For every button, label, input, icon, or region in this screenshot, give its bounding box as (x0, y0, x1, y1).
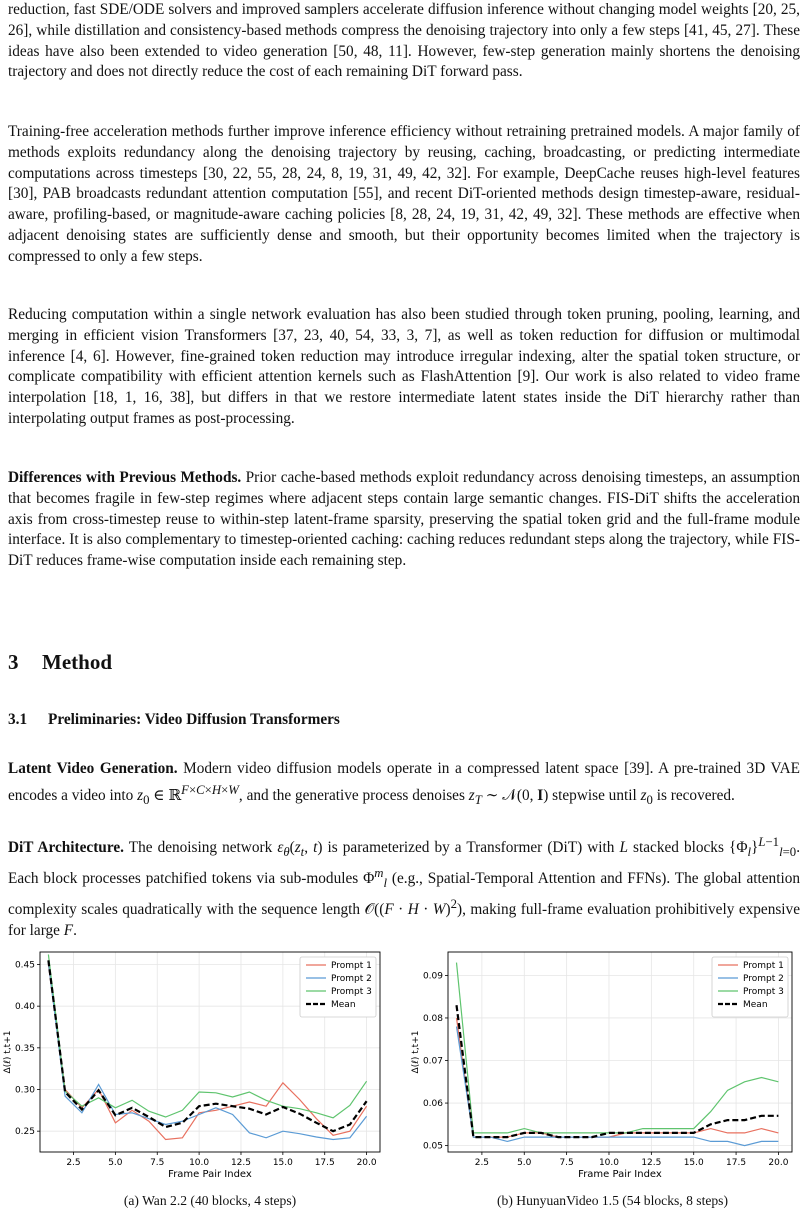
y-tick-label: 0.35 (14, 1043, 35, 1054)
text-run: stepwise until (552, 786, 637, 804)
figure-caption-a: (a) Wan 2.2 (40 blocks, 4 steps) (123, 1193, 297, 1208)
legend-label: Mean (331, 1000, 356, 1010)
paragraph-text: Training-free acceleration methods further improve inference efficiency without retraining pretrained models. A major family of methods exploits redundancy along the denoising trajectory by reusing, caching, broadcasting, or predicting intermediate computations across timesteps [30, 22, 55, 28, 24, 8, 19, 31, 49, 42, 32]. For example, DeepCache reuses high-level features [30], PAB broadcasts redundant attention computation [55], and recent DiT-oriented methods design timestep-aware, residual-aware, profiling-based, or magnitude-aware caching policies [8, 28, 24, 19, 31, 42, 49, 32]. These methods are effective when adjacent denoising states are sufficiently dense and smooth, but their opportunity becomes limited when the trajectory is compressed to only a few steps. (8, 123, 800, 265)
y-axis-label: Δ(ℓ) t,t+1 (411, 1030, 421, 1074)
text-run: (e.g., Spatial-Temporal Attention and FFNs). The global attention complexity scales quadratically with the sequence length (8, 870, 800, 918)
x-tick-label: 10.0 (598, 1158, 620, 1168)
y-tick-label: 0.06 (422, 1099, 443, 1110)
run-in-heading: Differences with Previous Methods. (8, 469, 242, 486)
x-tick-label: 20.0 (356, 1158, 377, 1168)
paragraph-latent: Latent Video Generation. Modern video diffusion models operate in a compressed latent space [39]. A pre-trained 3D VAE encodes a video into $z_0$ ∈ ℝ$^{F\times C\times H\times W}$, and the generative process denoises $z_T$ ∼ 𝒩(0, I) stepwise until $z_0$ is recovered. (8, 760, 800, 807)
y-axis-label: Δ(ℓ) t,t+1 (3, 1030, 13, 1074)
text-run: The denoising network (128, 839, 273, 857)
y-tick-label: 0.30 (14, 1085, 35, 1096)
section-heading (8, 650, 112, 675)
chart-hunyuan (408, 942, 803, 1187)
section-number: 3 (8, 650, 19, 674)
y-tick-label: 0.40 (14, 1002, 35, 1013)
series-line-mean (457, 1005, 779, 1137)
run-in-heading: Latent Video Generation. (8, 760, 178, 777)
legend-label: Prompt 2 (743, 974, 784, 984)
x-tick-label: 10.0 (189, 1158, 210, 1168)
legend-label: Prompt 1 (743, 961, 784, 971)
y-tick-label: 0.05 (422, 1141, 443, 1152)
paragraph-text: Reducing computation within a single network evaluation has also been studied through token pruning, pooling, learning, and merging in efficient vision Transformers [37, 23, 40, 54, 33, 3, 7], as well as token reduction for diffusion or multimodal inference [4, 6]. However, fine-grained token reduction may introduce irregular indexing, alter the spatial token structure, or complicate compatibility with efficient attention kernels such as FlashAttention [9]. Our work is also related to video frame interpolation [18, 1, 16, 38], but differs in that we restore intermediate latent states inside the DiT hierarchy rather than interpolating output frames as post-processing. (8, 306, 800, 427)
legend-label: Mean (743, 1000, 768, 1010)
x-tick-label: 12.5 (230, 1158, 252, 1168)
legend-label: Prompt 3 (331, 987, 372, 997)
x-tick-label: 7.5 (150, 1158, 165, 1168)
text-run: , making full-frame evaluation prohibitively expensive for large (8, 900, 800, 939)
subsection-title: Preliminaries: Video Diffusion Transformers (48, 711, 340, 728)
x-tick-label: 20.0 (768, 1158, 789, 1168)
run-in-heading: DiT Architecture. (8, 839, 124, 857)
y-tick-label: 0.25 (14, 1127, 35, 1138)
text-run: Modern video diffusion models operate in a compressed latent space [39]. A pre-trained 3D VAE encodes a video into (8, 760, 800, 804)
legend-label: Prompt 3 (743, 987, 784, 997)
x-tick-label: 2.5 (474, 1158, 490, 1168)
text-run: is recovered. (656, 786, 735, 804)
x-tick-label: 17.5 (314, 1158, 335, 1168)
paragraph-training-free (8, 122, 800, 268)
legend-label: Prompt 2 (331, 974, 372, 984)
paragraph-differences (8, 468, 800, 572)
paragraph-dit: DiT Architecture. The denoising network $\varepsilon_\theta(z_t$, t) is parameterized by a Transformer (DiT) with L stacked blocks $\{\Phi_l\}^{L-1}_{l=0}$. Each block processes patchified tokens via sub-modules $\Phi^m_l$ (e.g., Spatial-Temporal Attention and FFNs). The global attention complexity scales quadratically with the sequence length 𝒪((F · H · W)$^2$), making full-frame evaluation prohibitively expensive for large F. (8, 835, 801, 939)
paragraph-text: Prior cache-based methods exploit redundancy across denoising timesteps, an assumption that becomes fragile in few-step regimes where adjacent steps contain large semantic changes. FIS-DiT shifts the acceleration axis from cross-timestep reuse to within-step latent-frame sparsity, preserving the spatial token grid and the full-frame module interface. It is also complementary to timestep-oriented caching: caching reduces redundant steps along the trajectory, while FIS-DiT reduces frame-wise computation inside each remaining step. (8, 469, 801, 570)
x-tick-label: 5.0 (108, 1158, 123, 1168)
legend-label: Prompt 1 (331, 961, 372, 971)
paragraph-token-reduction (8, 305, 800, 430)
x-tick-label: 5.0 (517, 1158, 532, 1168)
text-run: is parameterized by a Transformer (DiT) with (327, 839, 615, 857)
chart-wan (0, 942, 390, 1187)
series-line-prompt-2 (457, 1027, 779, 1146)
text-run: , and the generative process denoises (238, 786, 465, 804)
subsection-heading (8, 711, 340, 729)
subsection-number: 3.1 (8, 711, 28, 728)
y-tick-label: 0.07 (422, 1056, 443, 1067)
x-tick-label: 2.5 (66, 1158, 81, 1168)
text-run: . Each block processes patchified tokens via sub-modules (8, 839, 801, 888)
x-tick-label: 17.5 (726, 1158, 747, 1168)
paragraph-text: reduction, fast SDE/ODE solvers and improved samplers accelerate diffusion inference without changing model weights [20, 25, 26], while distillation and consistency-based methods compress the denoising trajectory into only a few steps [41, 45, 27]. These ideas have also been extended to video generation [50, 48, 11]. However, few-step generation mainly shortens the denoising trajectory and does not directly reduce the cost of each remaining DiT forward pass. (8, 1, 800, 81)
y-tick-label: 0.09 (422, 971, 443, 982)
section-title: Method (42, 650, 112, 674)
y-tick-label: 0.45 (14, 960, 35, 971)
x-tick-label: 15.0 (272, 1158, 293, 1168)
x-axis-label: Frame Pair Index (578, 1169, 662, 1180)
x-tick-label: 15.0 (683, 1158, 704, 1168)
y-tick-label: 0.08 (422, 1013, 443, 1024)
series-line-prompt-1 (457, 1018, 779, 1137)
figure-caption-b: (b) HunyuanVideo 1.5 (54 blocks, 8 steps) (497, 1193, 728, 1208)
text-run: stacked blocks (633, 839, 724, 857)
x-tick-label: 12.5 (641, 1158, 662, 1168)
paragraph-fewstep (8, 0, 800, 83)
x-tick-label: 7.5 (559, 1158, 574, 1168)
x-axis-label: Frame Pair Index (168, 1169, 252, 1180)
